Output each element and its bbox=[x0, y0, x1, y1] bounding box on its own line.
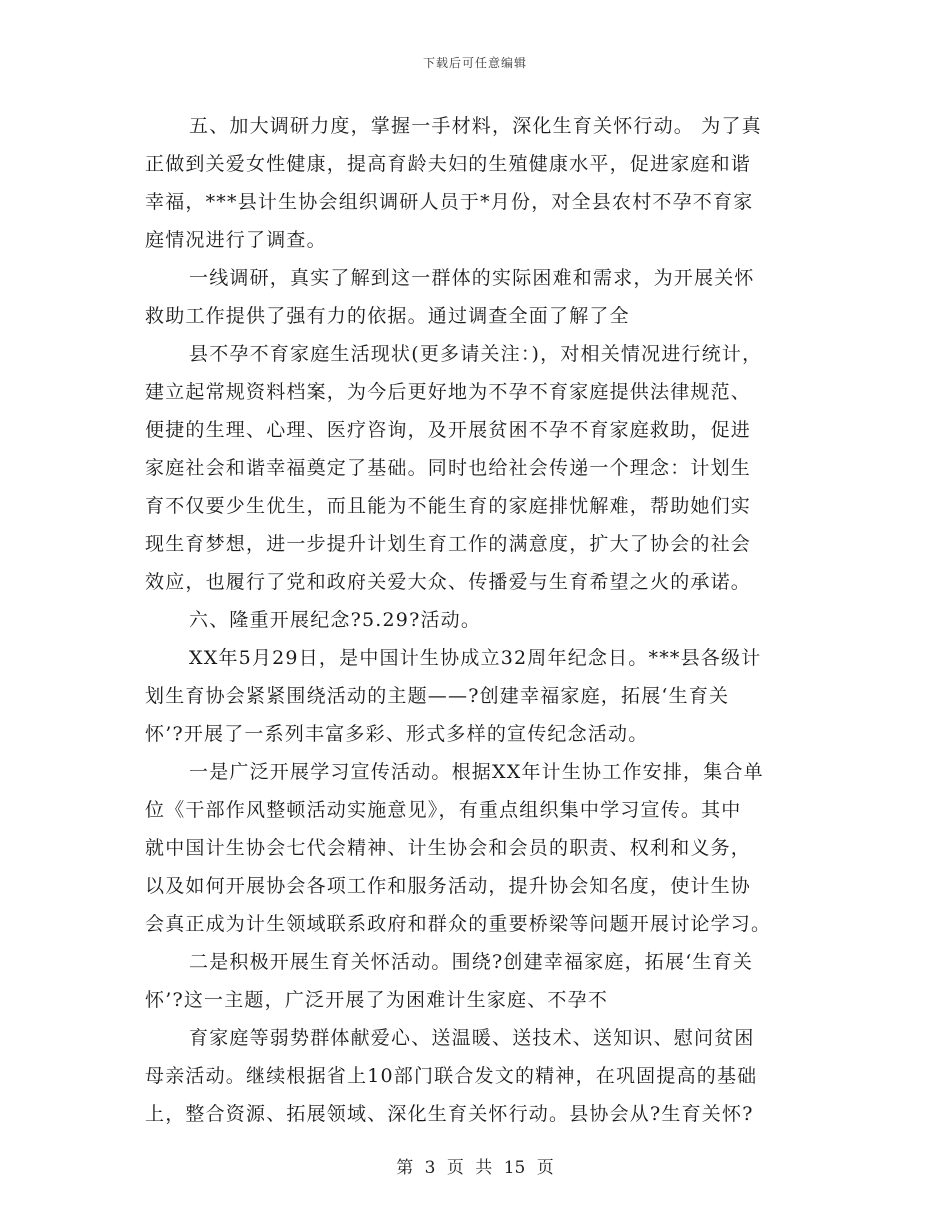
text-line: 一线调研，真实了解到这一群体的实际困难和需求，为开展关怀 bbox=[189, 267, 755, 289]
text-line: 位《干部作风整顿活动实施意见》，有重点组织集中学习宣传。其中 bbox=[145, 799, 742, 821]
section-heading: 六、隆重开展纪念?5.29?活动。 bbox=[189, 609, 482, 631]
text-line: 上，整合资源、拓展领域、深化生育关怀行动。县协会从?生育关怀? bbox=[145, 1103, 754, 1125]
text-line: 育不仅要少生优生，而且能为不能生育的家庭排忧解难，帮助她们实 bbox=[145, 495, 752, 517]
text-line: 划生育协会紧紧围绕活动的主题——?创建幸福家庭，拓展‘生育关 bbox=[145, 685, 730, 707]
text-line: 正做到关爱女性健康，提高育龄夫妇的生殖健康水平，促进家庭和谐 bbox=[145, 153, 752, 175]
text-line: 建立起常规资料档案，为今后更好地为不孕不育家庭提供法律规范、 bbox=[145, 381, 752, 403]
text-line: 效应，也履行了党和政府关爱大众、传播爱与生育希望之火的承诺。 bbox=[145, 571, 752, 593]
text-line: 育家庭等弱势群体献爱心、送温暖、送技术、送知识、慰问贫困 bbox=[189, 1027, 755, 1049]
text-line: 怀’?开展了一系列丰富多彩、形式多样的宣传纪念活动。 bbox=[145, 723, 649, 745]
text-line: 现生育梦想，进一步提升计划生育工作的满意度，扩大了协会的社会 bbox=[145, 533, 752, 555]
text-line: 家庭社会和谐幸福奠定了基础。同时也给社会传递一个理念：计划生 bbox=[145, 457, 752, 479]
text-line: 幸福，***县计生协会组织调研人员于*月份，对全县农村不孕不育家 bbox=[145, 191, 754, 213]
document-body bbox=[145, 107, 795, 1133]
text-line: 怀’?这一主题，广泛开展了为困难计生家庭、不孕不 bbox=[145, 989, 609, 1011]
text-line: 就中国计生协会七代会精神、计生协会和会员的职责、权利和义务， bbox=[145, 837, 752, 859]
text-line: 便捷的生理、心理、医疗咨询，及开展贫困不孕不育家庭救助，促进 bbox=[145, 419, 752, 441]
text-line: XX年5月29日，是中国计生协成立32周年纪念日。***县各级计 bbox=[189, 647, 762, 669]
text-line: 五、加大调研力度，掌握一手材料，深化生育关怀行动。 为了真 bbox=[189, 115, 762, 137]
text-line: 庭情况进行了调查。 bbox=[145, 229, 327, 251]
page-header: 下载后可任意编辑 bbox=[422, 56, 527, 70]
text-line: 二是积极开展生育关怀活动。围绕?创建幸福家庭，拓展‘生育关 bbox=[189, 951, 754, 973]
text-line: 一是广泛开展学习宣传活动。根据XX年计生协工作安排，集合单 bbox=[189, 761, 764, 783]
text-line: 救助工作提供了强有力的依据。通过调查全面了解了全 bbox=[145, 305, 630, 327]
page-number-footer: 第 3 页 共 15 页 bbox=[396, 1158, 554, 1178]
text-line: 以及如何开展协会各项工作和服务活动，提升协会知名度，使计生协 bbox=[145, 875, 752, 897]
text-line: 县不孕不育家庭生活现状(更多请关注：)，对相关情况进行统计， bbox=[189, 343, 763, 365]
text-line: 会真正成为计生领域联系政府和群众的重要桥梁等问题开展讨论学习。 bbox=[145, 913, 772, 935]
text-line: 母亲活动。继续根据省上10部门联合发文的精神，在巩固提高的基础 bbox=[145, 1065, 758, 1087]
